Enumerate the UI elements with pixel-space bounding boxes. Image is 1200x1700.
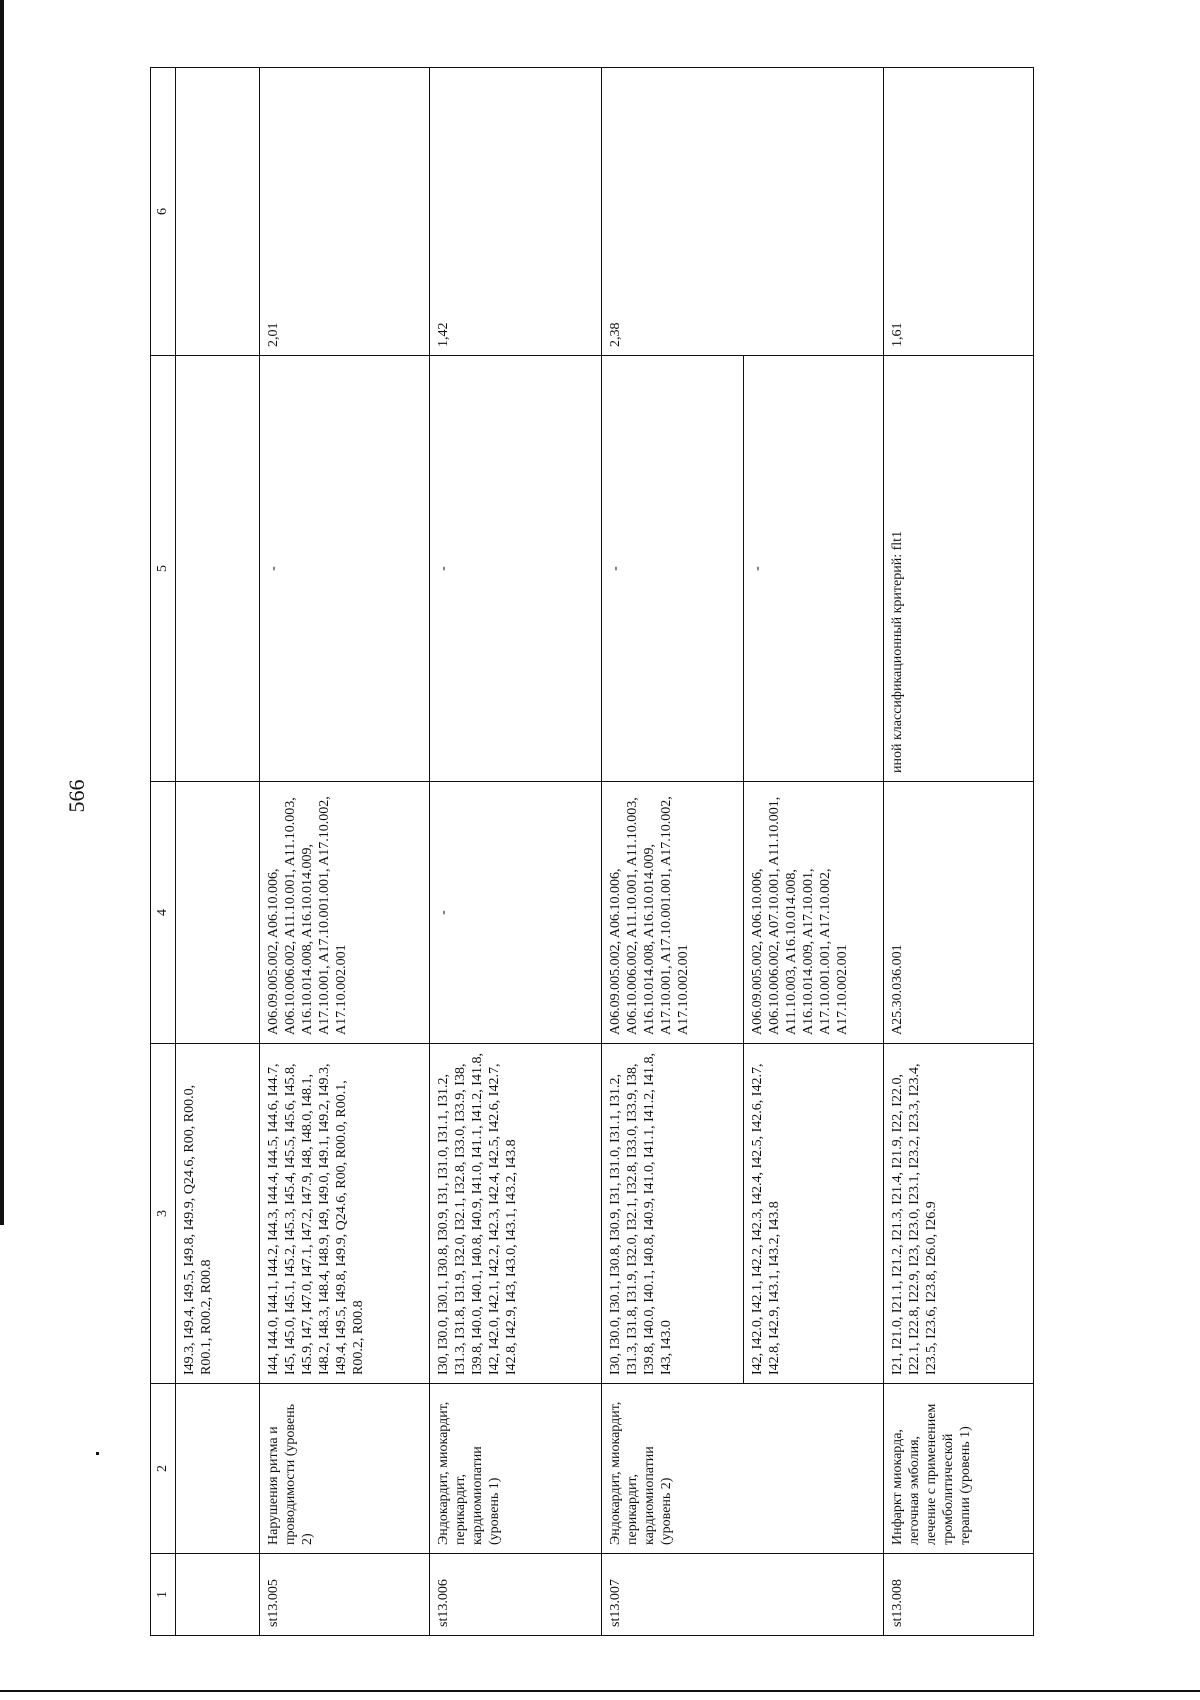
code-cell: st13.006	[430, 1554, 602, 1636]
criterion-cell	[260, 356, 430, 782]
services-cell: A06.09.005.002, A06.10.006, A06.10.006.002, A07.10.001, A11.10.001, A11.10.003, A16.10.014.008, A16.10.014.009, A17.10.001, A17.10.001.001, A17.10.002, A17.10.002.001	[744, 782, 884, 1044]
services-cell: A06.09.005.002, A06.10.006, A06.10.006.002, A11.10.001, A11.10.003, A16.10.014.008, A16.10.014.009, A17.10.001, A17.10.001.001, A17.10.002, A17.10.002.001	[602, 782, 744, 1044]
header-col-5: 5	[151, 356, 176, 782]
table-row	[430, 68, 602, 1636]
services-cell: A25.30.036.001	[884, 782, 1034, 1044]
ksg-table	[150, 67, 1034, 1636]
name-cell: Эндокардит, миокардит, перикардит, кардиомиопатии (уровень 2)	[602, 1384, 884, 1554]
table-row	[602, 68, 744, 1636]
page-number: 566	[64, 779, 89, 813]
header-row	[151, 68, 176, 1636]
table-row	[884, 68, 1034, 1636]
header-col-2: 2	[151, 1384, 176, 1554]
header-col-1: 1	[151, 1554, 176, 1636]
code-cell: st13.005	[260, 1554, 430, 1636]
criterion-dash: -	[436, 566, 451, 571]
services-cell: A06.09.005.002, A06.10.006, A06.10.006.002, A11.10.001, A11.10.003, A16.10.014.008, A16.10.014.009, A17.10.001, A17.10.001.001, A17.10.002, A17.10.002.001	[260, 782, 430, 1044]
name-cell: Эндокардит, миокардит, перикардит, кардиомиопатии (уровень 1)	[430, 1384, 602, 1554]
coefficient-cell: 2,38	[602, 68, 884, 356]
diagnoses-cell: I42, I42.0, I42.1, I42.2, I42.3, I42.4, I42.5, I42.6, I42.7, I42.8, I42.9, I43.1, I43.2, I43.8	[744, 1044, 884, 1384]
diagnoses-cell: I44, I44.0, I44.1, I44.2, I44.3, I44.4, I44.5, I44.6, I44.7, I45, I45.0, I45.1, I45.2, I45.3, I45.4, I45.5, I45.6, I45.8, I45.9, I47, I47.0, I47.1, I47.2, I47.9, I48, I48.0, I48.1, I48.2, I48.3, I48.4, I48.9, I49, I49.0, I49.1, I49.2, I49.3, I49.4, I49.5, I49.8, I49.9, Q24.6, R00, R00.0, R00.1, R00.2, R00.8	[260, 1044, 430, 1384]
code-cell	[176, 1554, 260, 1636]
table-row	[176, 68, 260, 1636]
criterion-cell	[430, 356, 602, 782]
services-cell	[430, 782, 602, 1044]
criterion-cell: иной классификационный критерий: flt1	[884, 356, 1034, 782]
coefficient-cell: 2,01	[260, 68, 430, 356]
services-cell	[176, 782, 260, 1044]
diagnoses-cell: I30, I30.0, I30.1, I30.8, I30.9, I31, I31.0, I31.1, I31.2, I31.3, I31.8, I31.9, I32.0, I32.1, I32.8, I33.0, I33.9, I38, I39.8, I40.0, I40.1, I40.8, I40.9, I41.0, I41.1, I41.2, I41.8, I42, I42.0, I42.1, I42.2, I42.3, I42.4, I42.5, I42.6, I42.7, I42.8, I42.9, I43, I43.0, I43.1, I43.2, I43.8	[430, 1044, 602, 1384]
header-col-4: 4	[151, 782, 176, 1044]
name-cell: Нарушения ритма и проводимости (уровень 2)	[260, 1384, 430, 1554]
coefficient-cell: 1,61	[884, 68, 1034, 356]
criterion-cell	[602, 356, 744, 782]
criterion-dash: -	[608, 566, 623, 571]
diagnoses-cell: I49.3, I49.4, I49.5, I49.8, I49.9, Q24.6, R00, R00.0, R00.1, R00.2, R00.8	[176, 1044, 260, 1384]
diagnoses-cell: I21, I21.0, I21.1, I21.2, I21.3, I21.4, I21.9, I22, I22.0, I22.1, I22.8, I22.9, I23, I23.0, I23.1, I23.2, I23.3, I23.4, I23.5, I23.6, I23.8, I26.0, I26.9	[884, 1044, 1034, 1384]
services-dash: -	[436, 910, 451, 915]
criterion-cell	[176, 356, 260, 782]
table-row	[260, 68, 430, 1636]
criterion-cell	[744, 356, 884, 782]
code-cell: st13.008	[884, 1554, 1034, 1636]
scan-bottom-line	[0, 1690, 1200, 1692]
code-cell: st13.007	[602, 1554, 884, 1636]
diagnoses-cell: I30, I30.0, I30.1, I30.8, I30.9, I31, I31.0, I31.1, I31.2, I31.3, I31.8, I31.9, I32.0, I32.1, I32.8, I33.0, I33.9, I38, I39.8, I40.0, I40.1, I40.8, I40.9, I41.0, I41.1, I41.2, I41.8, I43, I43.0	[602, 1044, 744, 1384]
rotated-page	[64, 68, 1058, 1636]
header-col-3: 3	[151, 1044, 176, 1384]
scan-speck	[96, 1452, 99, 1455]
name-cell: Инфаркт миокарда, легочная эмболия, лечение с применением тромболитической терапии (уровень 1)	[884, 1384, 1034, 1554]
coefficient-cell: 1,42	[430, 68, 602, 356]
coefficient-cell	[176, 68, 260, 356]
criterion-dash: -	[750, 566, 765, 571]
scan-edge-line	[0, 0, 4, 1225]
criterion-dash: -	[266, 566, 281, 571]
header-col-6: 6	[151, 68, 176, 356]
name-cell	[176, 1384, 260, 1554]
